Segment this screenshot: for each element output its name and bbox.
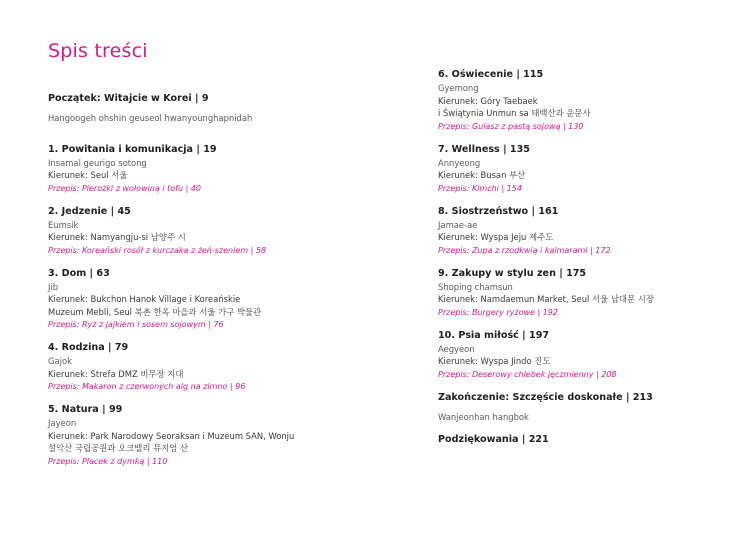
chapter-subtitle: Annyeong bbox=[438, 157, 481, 168]
toc-entry bbox=[438, 205, 738, 257]
chapter-subtitle: Eumsik bbox=[48, 219, 79, 230]
chapter-title: Zakończenie: Szczęście doskonałe | 213 bbox=[438, 391, 653, 403]
chapter-title: 6. Oświecenie | 115 bbox=[438, 69, 544, 80]
chapter-subtitle: Jamae-ae bbox=[438, 219, 478, 230]
chapter-destination: Kierunek: Seul 서울 bbox=[48, 170, 128, 180]
chapter-destination: Kierunek: Wyspa Jindo 진도 bbox=[438, 356, 551, 366]
chapter-title: 7. Wellness | 135 bbox=[438, 143, 530, 155]
chapter-recipe: Przepis: Ryż z jajkiem i sosem sojowym | 76 bbox=[48, 320, 224, 329]
chapter-recipe: Przepis: Pierożki z wołowiną i tofu | 40 bbox=[48, 183, 201, 193]
chapter-subtitle: Gyemong bbox=[438, 83, 479, 93]
chapter-destination: Kierunek: Strefa DMZ 비무장 지대 bbox=[48, 368, 184, 379]
chapter-title: 9. Zakupy w stylu zen | 175 bbox=[438, 267, 587, 279]
toc-column-left bbox=[48, 92, 378, 468]
chapter-subtitle: Gajok bbox=[48, 356, 72, 366]
chapter-recipe: Przepis: Placek z dymką | 110 bbox=[48, 456, 168, 466]
chapter-title: Początek: Witajcie w Korei | 9 bbox=[48, 93, 209, 104]
chapter-recipe: Przepis: Kimchi | 154 bbox=[438, 183, 522, 193]
toc-entry bbox=[48, 143, 378, 195]
chapter-destination: Kierunek: Busan 부산 bbox=[438, 170, 526, 180]
chapter-title: 10. Psia miłość | 197 bbox=[438, 329, 550, 341]
chapter-recipe: Przepis: Makaron z czerwonych alg na zimno | 96 bbox=[48, 382, 246, 391]
chapter-recipe: Przepis: Gulasz z pastą sojową | 130 bbox=[438, 121, 584, 131]
chapter-subtitle: Wanjeonhan hangbok bbox=[438, 411, 529, 422]
chapter-recipe: Przepis: Koreański rosół z kurczaka z żeń-szeniem | 58 bbox=[48, 245, 267, 255]
chapter-destination: Kierunek: Bukchon Hanok Village i Koreańskie bbox=[48, 294, 241, 304]
page-title: Spis treści bbox=[48, 40, 148, 62]
toc-entry bbox=[48, 92, 378, 125]
chapter-title: 2. Jedzenie | 45 bbox=[48, 205, 131, 217]
toc-entry bbox=[438, 329, 738, 381]
chapter-destination: Kierunek: Park Narodowy Seoraksan i Muzeum SAN, Wonju bbox=[48, 430, 295, 441]
chapter-recipe: Przepis: Burgery ryżowe | 192 bbox=[438, 307, 558, 317]
toc-entry bbox=[48, 403, 378, 468]
toc-entry bbox=[438, 433, 738, 447]
chapter-subtitle: Hangoogeh ohshin geuseol hwanyounghapnidah bbox=[48, 113, 253, 123]
chapter-subtitle: Shoping chamsun bbox=[438, 281, 513, 292]
chapter-title: 4. Rodzina | 79 bbox=[48, 342, 129, 353]
chapter-recipe: Przepis: Zupa z rzodkwią i kalmarami | 172 bbox=[438, 245, 611, 255]
chapter-destination: Kierunek: Wyspa Jeju 제주도 bbox=[438, 232, 554, 242]
chapter-destination: Muzeum Mebli, Seul 북촌 한옥 마을과 서울 가구 박물관 bbox=[48, 306, 262, 317]
toc-entry bbox=[48, 267, 378, 332]
chapter-destination: Kierunek: Góry Taebaek bbox=[438, 95, 538, 106]
chapter-title: 5. Natura | 99 bbox=[48, 404, 123, 415]
chapter-subtitle: Jib bbox=[48, 281, 59, 292]
chapter-recipe: Przepis: Deserowy chlebek jęczmienny | 208 bbox=[438, 369, 617, 379]
chapter-title: Podziękowania | 221 bbox=[438, 434, 549, 445]
toc-entry bbox=[438, 143, 738, 195]
chapter-title: 3. Dom | 63 bbox=[48, 267, 110, 279]
toc-entry bbox=[48, 205, 378, 257]
toc-column-right bbox=[438, 68, 738, 447]
toc-entry bbox=[438, 391, 738, 424]
toc-entry bbox=[48, 341, 378, 393]
chapter-subtitle: Jayeon bbox=[48, 418, 77, 428]
toc-entry bbox=[438, 68, 738, 133]
chapter-destination: Kierunek: Namdaemun Market, Seul 서울 남대문 시장 bbox=[438, 294, 654, 304]
toc-entry bbox=[438, 267, 738, 319]
chapter-subtitle: Insamal geurigo sotong bbox=[48, 157, 147, 168]
chapter-title: 1. Powitania i komunikacja | 19 bbox=[48, 143, 217, 155]
chapter-destination: i Świątynia Unmun sa 태백산과 운문사 bbox=[438, 108, 591, 118]
chapter-subtitle: Aegyeon bbox=[438, 343, 475, 354]
chapter-destination: Kierunek: Namyangju-si 남양주 시 bbox=[48, 232, 186, 242]
chapter-destination: 설악산 국립공원과 오크밸리 뮤지엄 산 bbox=[48, 443, 189, 453]
chapter-title: 8. Siostrzeństwo | 161 bbox=[438, 205, 559, 217]
